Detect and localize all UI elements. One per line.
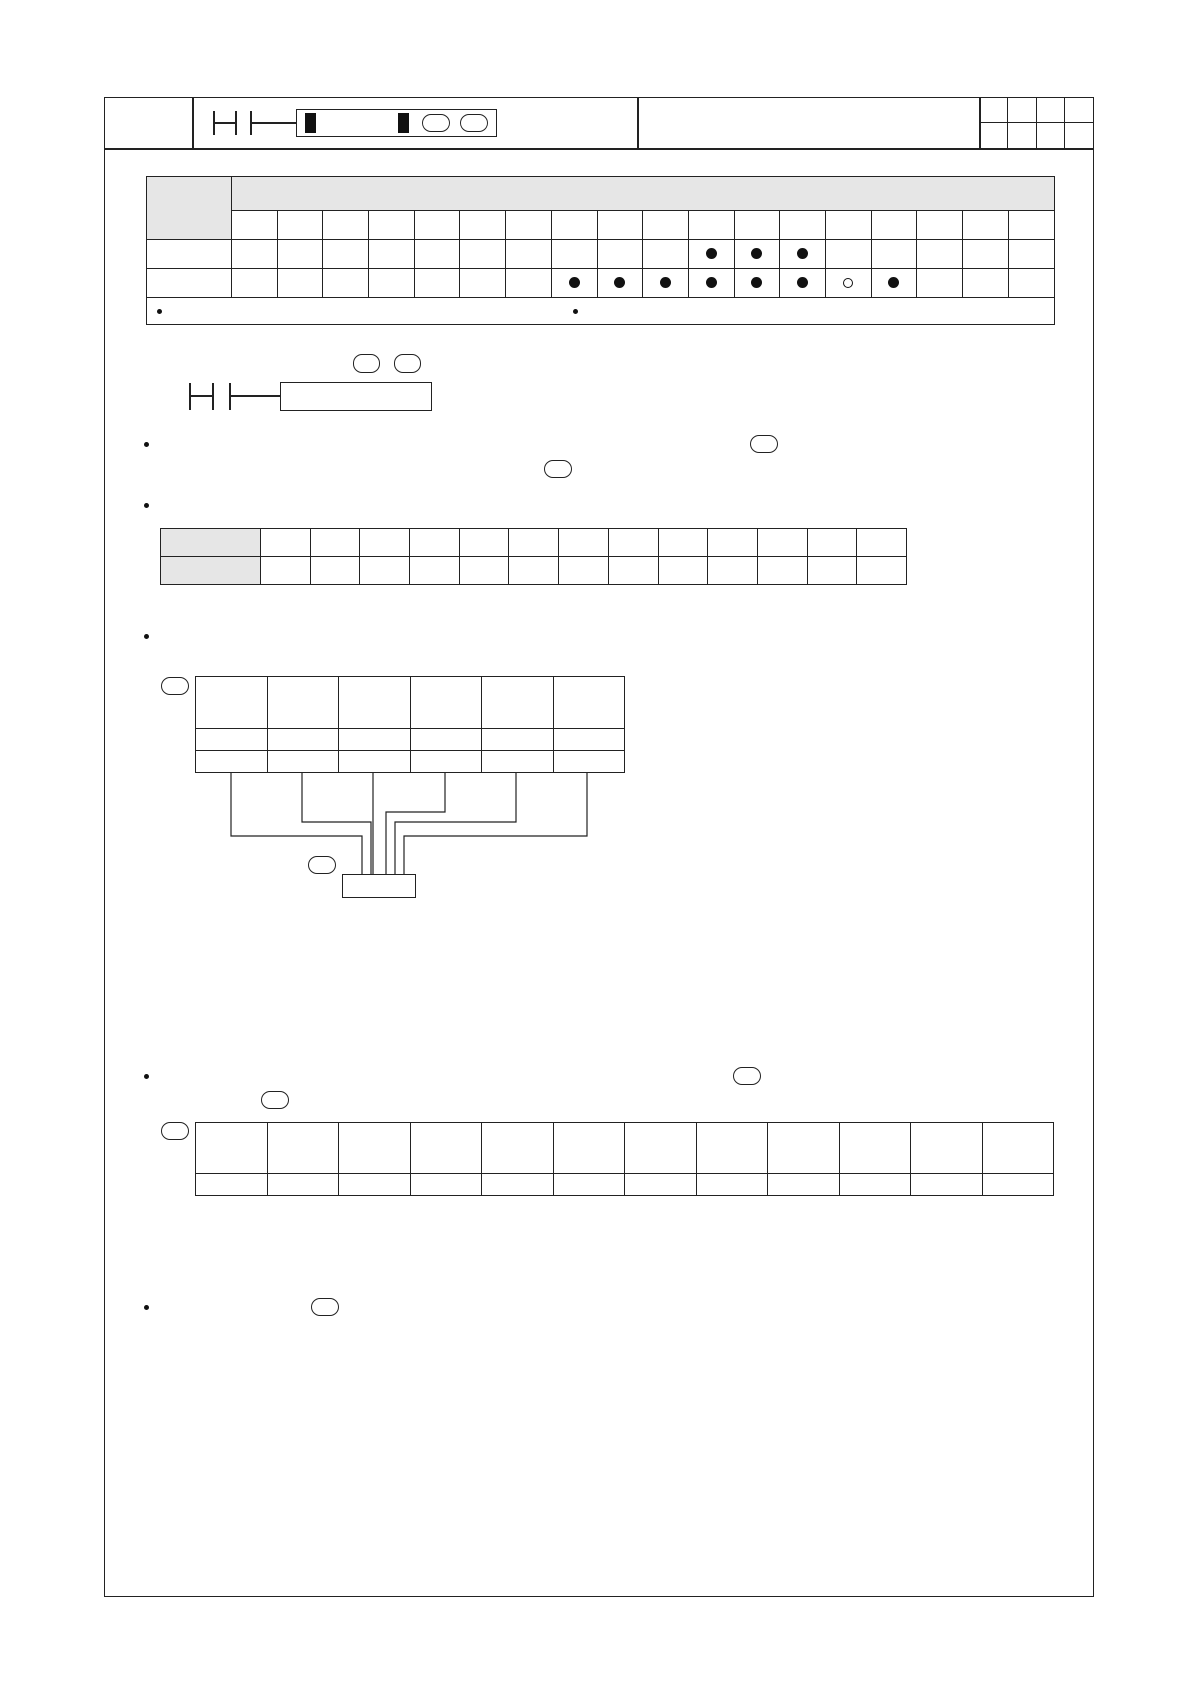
bit-cell bbox=[339, 1174, 411, 1196]
small-table-cell bbox=[608, 557, 658, 585]
operand-cell bbox=[734, 240, 780, 269]
bit-cell bbox=[553, 751, 625, 773]
bit-marker-right bbox=[398, 113, 409, 133]
operand-cell bbox=[825, 269, 871, 298]
operand-cell bbox=[871, 269, 917, 298]
header-divider-1 bbox=[192, 97, 194, 149]
bit-cell bbox=[482, 729, 554, 751]
operand-cell bbox=[506, 240, 552, 269]
operand-cell bbox=[460, 240, 506, 269]
operand-cell bbox=[369, 240, 415, 269]
operand-header bbox=[232, 177, 1055, 211]
operand-cell bbox=[506, 269, 552, 298]
operand-cell bbox=[963, 240, 1009, 269]
operand-subhead-cell bbox=[1008, 211, 1054, 240]
contact-right-bar bbox=[235, 111, 237, 135]
small-table-cell bbox=[757, 529, 807, 557]
operand-oval-icon-3 bbox=[750, 435, 778, 453]
header-flag-mid-rule bbox=[979, 122, 1094, 123]
operand-row-label bbox=[147, 240, 232, 269]
bit-cell bbox=[911, 1123, 983, 1174]
operand-cell bbox=[551, 240, 597, 269]
small-table-cell bbox=[608, 529, 658, 557]
bit-cell bbox=[196, 677, 268, 729]
operand-cell bbox=[460, 269, 506, 298]
operand-cell bbox=[734, 269, 780, 298]
operand-cell bbox=[414, 240, 460, 269]
small-table-cell bbox=[360, 529, 410, 557]
operand-cell bbox=[232, 269, 278, 298]
filled-dot-icon bbox=[706, 277, 717, 288]
bit-cell bbox=[339, 729, 411, 751]
bit-table-6 bbox=[195, 676, 625, 773]
operand-cell bbox=[277, 240, 323, 269]
bit-cell bbox=[553, 1174, 625, 1196]
operand-cell bbox=[643, 269, 689, 298]
bit-cell bbox=[553, 677, 625, 729]
operand-subhead-cell bbox=[825, 211, 871, 240]
small-table-cell bbox=[857, 557, 907, 585]
section-3-bullet bbox=[144, 634, 149, 639]
operand-cell bbox=[1008, 269, 1054, 298]
note-bullet-2 bbox=[573, 309, 578, 314]
wire-5 bbox=[395, 772, 516, 874]
bit-cell bbox=[267, 1123, 339, 1174]
filled-dot-icon bbox=[614, 277, 625, 288]
operand-cell bbox=[688, 240, 734, 269]
operand-row-label bbox=[147, 269, 232, 298]
bit-cell bbox=[196, 1174, 268, 1196]
bit-cell bbox=[196, 729, 268, 751]
bit-cell bbox=[267, 1174, 339, 1196]
contact-wire-2 bbox=[250, 122, 296, 124]
operand-cell bbox=[597, 269, 643, 298]
contact-wire-1 bbox=[213, 122, 235, 124]
header-bottom-rule bbox=[104, 148, 1094, 150]
section-4-bullet bbox=[144, 1074, 149, 1079]
small-table-cell bbox=[310, 557, 360, 585]
section-5-bullet bbox=[144, 1305, 149, 1310]
small-table-cell bbox=[708, 557, 758, 585]
bit-cell bbox=[410, 677, 482, 729]
device-oval-icon-2 bbox=[308, 856, 336, 874]
filled-dot-icon bbox=[797, 248, 808, 259]
operand-oval-icon-4 bbox=[544, 460, 572, 478]
operand-subhead-cell bbox=[551, 211, 597, 240]
ladder-contact-bar bbox=[212, 383, 214, 410]
pulse-oval-icon-2 bbox=[460, 114, 488, 132]
small-table-label-2 bbox=[161, 557, 261, 585]
operand-cell bbox=[277, 269, 323, 298]
operand-cell bbox=[369, 269, 415, 298]
bit-cell bbox=[553, 729, 625, 751]
bit-cell bbox=[267, 729, 339, 751]
small-table-cell bbox=[509, 557, 559, 585]
operand-subhead-cell bbox=[963, 211, 1009, 240]
small-table-cell bbox=[459, 529, 509, 557]
operand-oval-icon-5 bbox=[733, 1067, 761, 1085]
operand-cell bbox=[825, 240, 871, 269]
operand-cell bbox=[323, 240, 369, 269]
small-table-cell bbox=[807, 557, 857, 585]
operand-cell bbox=[597, 240, 643, 269]
operand-subhead-cell bbox=[734, 211, 780, 240]
filled-dot-icon bbox=[706, 248, 717, 259]
bit-table-12 bbox=[195, 1122, 1054, 1196]
small-table-label-1 bbox=[161, 529, 261, 557]
bit-cell bbox=[482, 677, 554, 729]
bit-cell bbox=[553, 1123, 625, 1174]
filled-dot-icon bbox=[797, 277, 808, 288]
bit-marker-left bbox=[305, 113, 316, 133]
bit-cell bbox=[911, 1174, 983, 1196]
operand-oval-icon-2 bbox=[394, 354, 421, 373]
bit-cell bbox=[196, 1123, 268, 1174]
operand-cell bbox=[917, 240, 963, 269]
bit-cell bbox=[625, 1174, 697, 1196]
small-table-cell bbox=[559, 557, 609, 585]
bit-cell bbox=[696, 1123, 768, 1174]
header-divider-2 bbox=[637, 97, 639, 149]
operand-cell bbox=[1008, 240, 1054, 269]
wire-6 bbox=[404, 772, 587, 874]
filled-dot-icon bbox=[751, 277, 762, 288]
operand-cell bbox=[688, 269, 734, 298]
operand-subhead-cell bbox=[277, 211, 323, 240]
operand-oval-icon-6 bbox=[261, 1091, 289, 1109]
bit-cell bbox=[839, 1123, 911, 1174]
operand-subhead-cell bbox=[414, 211, 460, 240]
small-table-cell bbox=[410, 529, 460, 557]
ladder-wire-2 bbox=[229, 395, 280, 397]
operand-cell bbox=[917, 269, 963, 298]
device-oval-icon-3 bbox=[161, 1122, 189, 1140]
operand-cell bbox=[871, 240, 917, 269]
small-table-cell bbox=[658, 529, 708, 557]
bit-cell bbox=[482, 751, 554, 773]
bit-cell bbox=[482, 1123, 554, 1174]
ladder-contact-bar-2 bbox=[229, 383, 231, 410]
bit-cell bbox=[339, 751, 411, 773]
device-oval-icon-1 bbox=[161, 677, 189, 695]
operand-cell bbox=[643, 240, 689, 269]
bit-cell bbox=[267, 677, 339, 729]
filled-dot-icon bbox=[660, 277, 671, 288]
header-divider-3 bbox=[979, 97, 981, 149]
operand-subhead-cell bbox=[597, 211, 643, 240]
operand-table bbox=[146, 176, 1055, 325]
operand-cell bbox=[963, 269, 1009, 298]
bit-cell bbox=[696, 1174, 768, 1196]
operand-subhead-cell bbox=[506, 211, 552, 240]
pulse-oval-icon bbox=[422, 114, 450, 132]
bit-cell bbox=[410, 1174, 482, 1196]
ladder-left-bar bbox=[189, 383, 191, 410]
bit-cell bbox=[267, 751, 339, 773]
operand-subhead-cell bbox=[780, 211, 826, 240]
operand-subhead-cell bbox=[917, 211, 963, 240]
operand-subhead-cell bbox=[688, 211, 734, 240]
operand-subhead-cell bbox=[871, 211, 917, 240]
ladder-instruction-box bbox=[280, 382, 432, 411]
header-divider-4 bbox=[1007, 97, 1008, 149]
note-bullet-1 bbox=[157, 309, 162, 314]
filled-dot-icon bbox=[888, 277, 899, 288]
filled-dot-icon bbox=[751, 248, 762, 259]
bit-cell bbox=[410, 1123, 482, 1174]
operand-cell bbox=[780, 269, 826, 298]
bit-cell bbox=[339, 677, 411, 729]
small-table-cell bbox=[708, 529, 758, 557]
filled-dot-icon bbox=[569, 277, 580, 288]
small-table-cell bbox=[559, 529, 609, 557]
small-table-cell bbox=[360, 557, 410, 585]
small-table-cell bbox=[261, 529, 311, 557]
section-1-bullet bbox=[144, 442, 149, 447]
hollow-dot-icon bbox=[843, 278, 853, 288]
section-2-bullet bbox=[144, 503, 149, 508]
bit-cell bbox=[196, 751, 268, 773]
small-table-cell bbox=[410, 557, 460, 585]
small-table-cell bbox=[509, 529, 559, 557]
small-table-cell bbox=[807, 529, 857, 557]
result-box bbox=[342, 874, 416, 898]
small-table-cell bbox=[658, 557, 708, 585]
small-table-cell bbox=[261, 557, 311, 585]
bit-cell bbox=[982, 1174, 1054, 1196]
operand-oval-icon-7 bbox=[311, 1298, 339, 1316]
operand-cell bbox=[551, 269, 597, 298]
bit-cell bbox=[768, 1123, 840, 1174]
operand-subhead-cell bbox=[460, 211, 506, 240]
small-table-cell bbox=[757, 557, 807, 585]
operand-cell bbox=[414, 269, 460, 298]
operand-subhead-cell bbox=[323, 211, 369, 240]
bit-cell bbox=[982, 1123, 1054, 1174]
header-divider-5 bbox=[1036, 97, 1037, 149]
operand-oval-icon-1 bbox=[353, 354, 380, 373]
bit-cell bbox=[410, 729, 482, 751]
bit-cell bbox=[482, 1174, 554, 1196]
small-table-cell bbox=[459, 557, 509, 585]
bit-cell bbox=[339, 1123, 411, 1174]
operand-cell bbox=[323, 269, 369, 298]
operand-notes bbox=[147, 298, 1055, 325]
bit-cell bbox=[625, 1123, 697, 1174]
header-divider-6 bbox=[1064, 97, 1065, 149]
small-table bbox=[160, 528, 907, 585]
operand-subhead-cell bbox=[643, 211, 689, 240]
bit-cell bbox=[839, 1174, 911, 1196]
wire-1 bbox=[231, 772, 362, 874]
operand-cell bbox=[780, 240, 826, 269]
operand-cell bbox=[232, 240, 278, 269]
bit-cell bbox=[768, 1174, 840, 1196]
bit-cell bbox=[410, 751, 482, 773]
small-table-cell bbox=[310, 529, 360, 557]
operand-subhead-cell bbox=[369, 211, 415, 240]
small-table-cell bbox=[857, 529, 907, 557]
operand-corner-cell bbox=[147, 177, 232, 240]
operand-subhead-cell bbox=[232, 211, 278, 240]
ladder-wire-1 bbox=[189, 395, 212, 397]
